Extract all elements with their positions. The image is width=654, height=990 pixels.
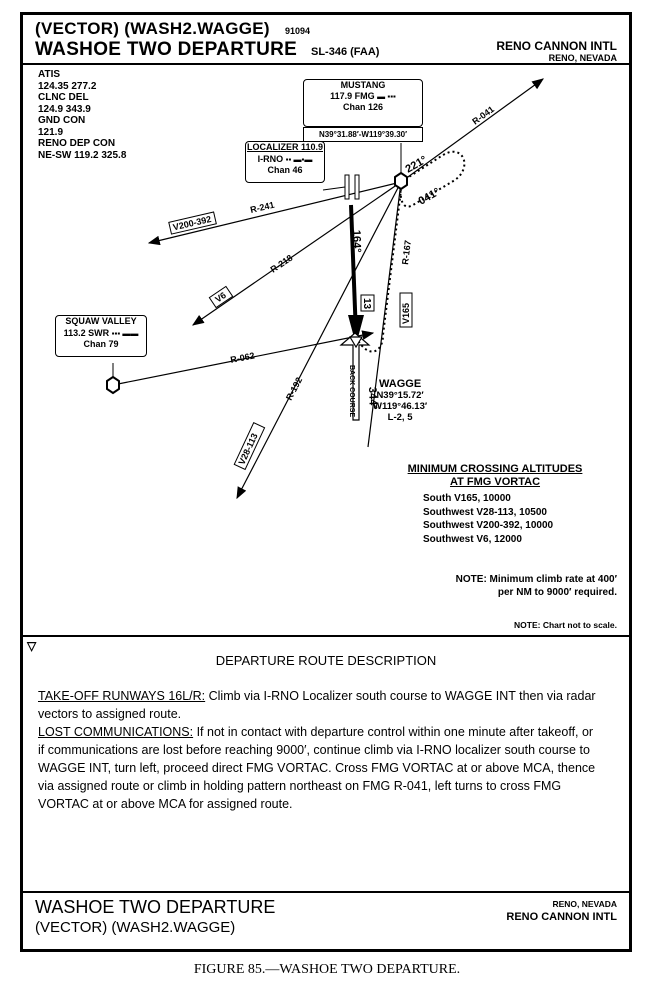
label-v200: V200-392: [171, 213, 213, 233]
mca-row: Southwest V6, 12000: [423, 533, 522, 545]
label-course-164: 164°: [350, 229, 363, 253]
route-description: [38, 687, 598, 813]
label-r041: R-041: [470, 104, 497, 127]
footer-city: RENO, NEVADA: [552, 899, 617, 909]
morse-icon: ▬ ▪▪▪: [377, 92, 396, 101]
mca-list: [423, 492, 553, 546]
freq-line: GND CON: [38, 115, 86, 126]
map-divider: [23, 635, 629, 637]
takeoff-text: Climb via I-RNO Localizer south course to WAGGE INT then via radar vectors to assigned route.: [38, 689, 596, 721]
mca-row: Southwest V200-392, 10000: [423, 520, 554, 531]
label-v6: V6: [213, 290, 228, 305]
airway-box-v200: [169, 212, 217, 234]
morse-icon: ▪▪ ▬▪▬: [285, 154, 313, 164]
label-13: 13: [361, 298, 372, 310]
wagge-ref: L-2, 5: [387, 412, 413, 423]
mustang-vortac-box: [303, 79, 423, 127]
localizer-leader: [323, 187, 345, 190]
chart-frame: [20, 12, 632, 952]
squaw-name: SQUAW VALLEY: [65, 316, 137, 326]
header-procedure-code: (VECTOR) (WASH2.WAGGE): [35, 19, 270, 38]
lost-comm-label: LOST COMMUNICATIONS:: [38, 725, 194, 739]
climb-note-2: per NM to 9000′ required.: [497, 587, 617, 598]
freq-line: 124.35 277.2: [38, 80, 97, 92]
takeoff-paragraph: [38, 687, 598, 723]
freq-line: 124.9 343.9: [38, 103, 91, 115]
route-heading: DEPARTURE ROUTE DESCRIPTION: [215, 653, 437, 668]
wagge-name: WAGGE: [378, 378, 422, 390]
runway-right: [355, 175, 359, 199]
chart-number: 91094: [285, 26, 311, 36]
airway-v200-392: [149, 182, 401, 243]
label-v28: V28-113: [236, 431, 260, 467]
mustang-name: MUSTANG: [340, 80, 386, 90]
label-r192: R-192: [283, 375, 305, 402]
wagge-lat: N39°15.72′: [376, 390, 424, 401]
mca-row: Southwest V28-113, 10500: [423, 506, 547, 518]
lost-comm-paragraph: [38, 723, 598, 813]
airway-box-v6: [209, 286, 232, 307]
mca-title-1: MINIMUM CROSSING ALTITUDES: [407, 463, 583, 475]
header-subtitle: SL-346 (FAA): [311, 46, 380, 58]
squaw-freq-row: [56, 328, 146, 340]
footer-airport: RENO CANNON INTL: [506, 911, 617, 923]
freq-line: CLNC DEL: [38, 92, 89, 103]
figure-caption: FIGURE 85.—WASHOE TWO DEPARTURE.: [193, 962, 461, 977]
localizer-box: [245, 141, 325, 183]
label-v165: V165: [401, 302, 411, 324]
climb-note: [456, 573, 617, 599]
footer-title: WASHOE TWO DEPARTURE: [35, 897, 276, 917]
footer-divider: [23, 891, 629, 893]
lost-comm-text: If not in contact with departure control within one minute after takeoff, or if communications are lost before reaching 9000′, continue climb via I-RNO localizer south course to WAGGE INT, turn left, proceed direct FMG VORTAC. Cross FMG VORTAC at or above MCA, thence via assigned route or climb in holding pattern northeast on FMG R-041, left turns to cross FMG VORTAC at or above MCA for assigned route.: [38, 725, 596, 811]
label-r218: R-218: [268, 252, 295, 275]
freq-line: ATIS: [38, 69, 61, 80]
fmg-vortac-icon: [395, 173, 407, 189]
squaw-chan: Chan 79: [83, 339, 119, 349]
wagge-fix-info: [373, 379, 427, 423]
header-title: WASHOE TWO DEPARTURE: [35, 39, 298, 60]
localizer-name: LOCALIZER 110.9: [246, 142, 324, 152]
freq-line: 121.9: [38, 126, 64, 138]
runway-left: [345, 175, 349, 199]
morse-icon: ▪▪▪ ▬▬: [111, 328, 139, 338]
footer-procedure-code: (VECTOR) (WASH2.WAGGE): [35, 919, 236, 936]
mustang-freq-text: 117.9 FMG: [330, 91, 375, 101]
squaw-freq: 113.2 SWR: [63, 327, 110, 338]
mca-title: [401, 463, 589, 489]
mustang-coords: N39°31.88′-W119°39.30′: [303, 127, 423, 142]
climb-note-1: NOTE: Minimum climb rate at 400′: [455, 574, 617, 585]
airway-box-v28: [234, 423, 264, 470]
label-back-course: BACK COURSE: [348, 365, 355, 418]
label-r062: R-062: [229, 350, 256, 365]
freq-line: NE-SW 119.2 325.8: [38, 149, 127, 161]
freq-line: RENO DEP CON: [38, 138, 116, 149]
mustang-freq: [304, 91, 422, 102]
header-city: RENO, NEVADA: [548, 53, 617, 63]
label-course-221: 221°: [403, 153, 430, 176]
header-airport: RENO CANNON INTL: [496, 39, 617, 53]
squaw-valley-box: [55, 315, 147, 357]
wagge-lon: W119°46.13′: [373, 401, 428, 412]
label-r241: R-241: [249, 199, 276, 215]
localizer-ident-row: [246, 154, 324, 166]
localizer-ident: I-RNO: [257, 153, 284, 164]
mca-title-2: AT FMG VORTAC: [449, 476, 541, 488]
takeoff-label: TAKE-OFF RUNWAYS 16L/R:: [38, 689, 206, 703]
scale-note: NOTE: Chart not to scale.: [514, 620, 617, 630]
squaw-vortac-icon: [107, 377, 119, 393]
label-course-344: 344°: [366, 386, 379, 410]
airway-v28-113: [237, 182, 401, 498]
localizer-chan: Chan 46: [267, 165, 303, 175]
mustang-chan: Chan 126: [342, 102, 384, 112]
label-r167: R-167: [400, 239, 413, 266]
label-course-041: 041°: [416, 185, 443, 208]
lost-comm-symbol-icon: ▽: [27, 639, 37, 653]
airway-box-v165: [400, 293, 412, 327]
lost-comm-route: [356, 190, 401, 352]
mca-row: South V165, 10000: [423, 493, 511, 504]
dme-box-13: [361, 295, 374, 311]
